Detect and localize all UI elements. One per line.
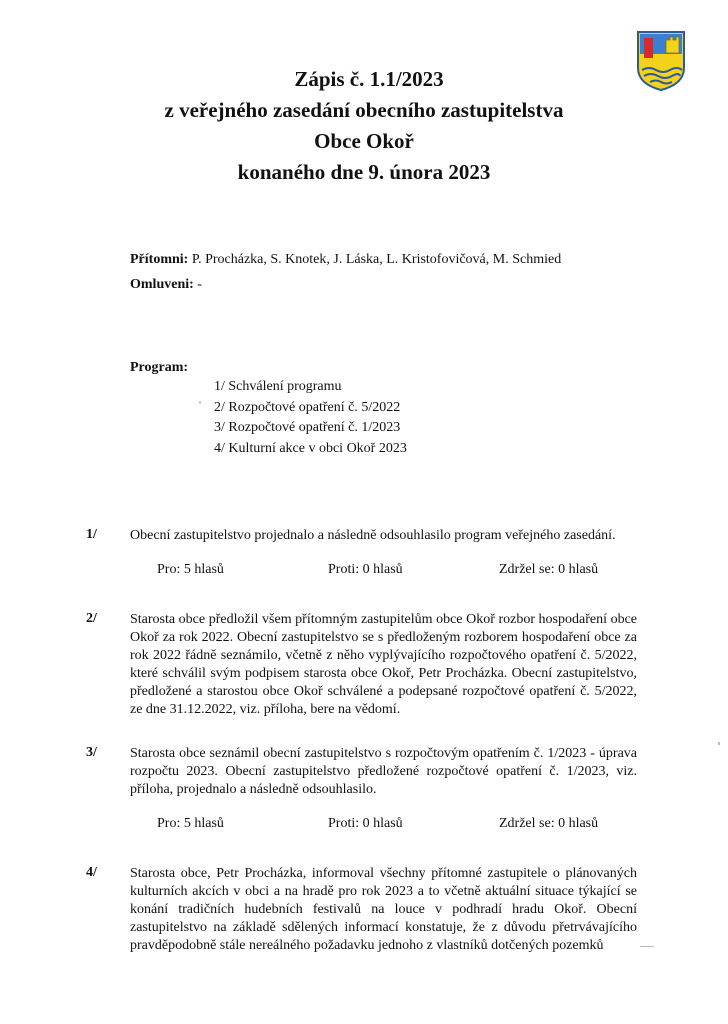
votes-for: Pro: 5 hlasů: [157, 562, 224, 577]
present-label: Přítomni:: [130, 252, 189, 267]
scan-mark: [718, 742, 720, 745]
program-label: Program:: [130, 360, 189, 375]
title-line-3: Obce Okoř: [314, 129, 414, 153]
section-3-votes: [0, 816, 728, 834]
present-value: P. Procházka, S. Knotek, J. Láska, L. Kristofovičová, M. Schmied: [191, 252, 562, 267]
present-row: [130, 251, 561, 269]
excused-label: Omluveni:: [130, 277, 194, 292]
document-title: [0, 64, 728, 188]
section-1-text: Obecní zastupitelstvo projednalo a následně odsouhlasilo program veřejného zasedání.: [130, 528, 616, 543]
title-line-4: konaného dne 9. února 2023: [237, 160, 491, 184]
scan-mark: [640, 946, 654, 947]
program-item: 4/ Kulturní akce v obci Okoř 2023: [214, 440, 407, 456]
title-line-1: Zápis č. 1.1/2023: [294, 67, 444, 91]
votes-against: Proti: 0 hlasů: [328, 816, 403, 831]
section-1-number: 1/: [86, 527, 97, 542]
program-item: 3/ Rozpočtové opatření č. 1/2023: [214, 420, 401, 435]
section-1-votes: [0, 562, 728, 580]
scan-dot: ·: [198, 395, 202, 409]
section-3-number: 3/: [86, 745, 97, 760]
program-item: 2/ Rozpočtové opatření č. 5/2022: [214, 399, 401, 415]
section-4-number: 4/: [86, 865, 97, 880]
excused-row: [130, 276, 202, 294]
program-list: [214, 377, 407, 459]
votes-abstain: Zdržel se: 0 hlasů: [499, 562, 599, 577]
section-2-number: 2/: [86, 611, 97, 626]
section-4-text: Starosta obce, Petr Procházka, informoval všechny přítomné zastupitele o plánovaných kulturních akcích v obci a na hradě pro rok 2023 a to včetně aktuální situace týkající se konání tradičních hudebních festivalů na louce v podhradí hradu Okoř. Obecní zastupitelstvo na základě sdělených informací konstatuje, že z důvodu přetrvávajícího pravděpodobně stále nereálného požadavku jednoho z vlastníků dotčených pozemků: [130, 866, 637, 953]
votes-abstain: Zdržel se: 0 hlasů: [499, 816, 599, 831]
excused-value: -: [197, 277, 202, 292]
section-2-text: Starosta obce předložil všem přítomným zastupitelům obce Okoř rozbor hospodaření obce Okoř za rok 2022. Obecní zastupitelstvo se s předloženým rozborem hospodaření obce za rok 2022 řádně seznámilo, včetně z něho vyplývajícího rozpočtového opatření č. 5/2022, které schválil svým podpisem starosta obce Okoř, Petr Procházka. Obecní zastupitelstvo, předložené a starostou obce Okoř schválené a podepsané rozpočtové opatření č. 5/2022, ze dne 31.12.2022, viz. příloha, bere na vědomí.: [130, 612, 637, 717]
program-item: 1/ Schválení programu: [214, 379, 342, 394]
votes-against: Proti: 0 hlasů: [328, 562, 403, 577]
title-line-2: z veřejného zasedání obecního zastupitelstva: [164, 98, 564, 122]
section-3-text: Starosta obce seznámil obecní zastupitelstvo s rozpočtovým opatřením č. 1/2023 - úprava rozpočtu 2023. Obecní zastupitelstvo předložené rozpočtové opatření č. 1/2023, viz. příloha, projednalo a následně odsouhlasilo.: [130, 746, 637, 797]
votes-for: Pro: 5 hlasů: [157, 816, 224, 831]
